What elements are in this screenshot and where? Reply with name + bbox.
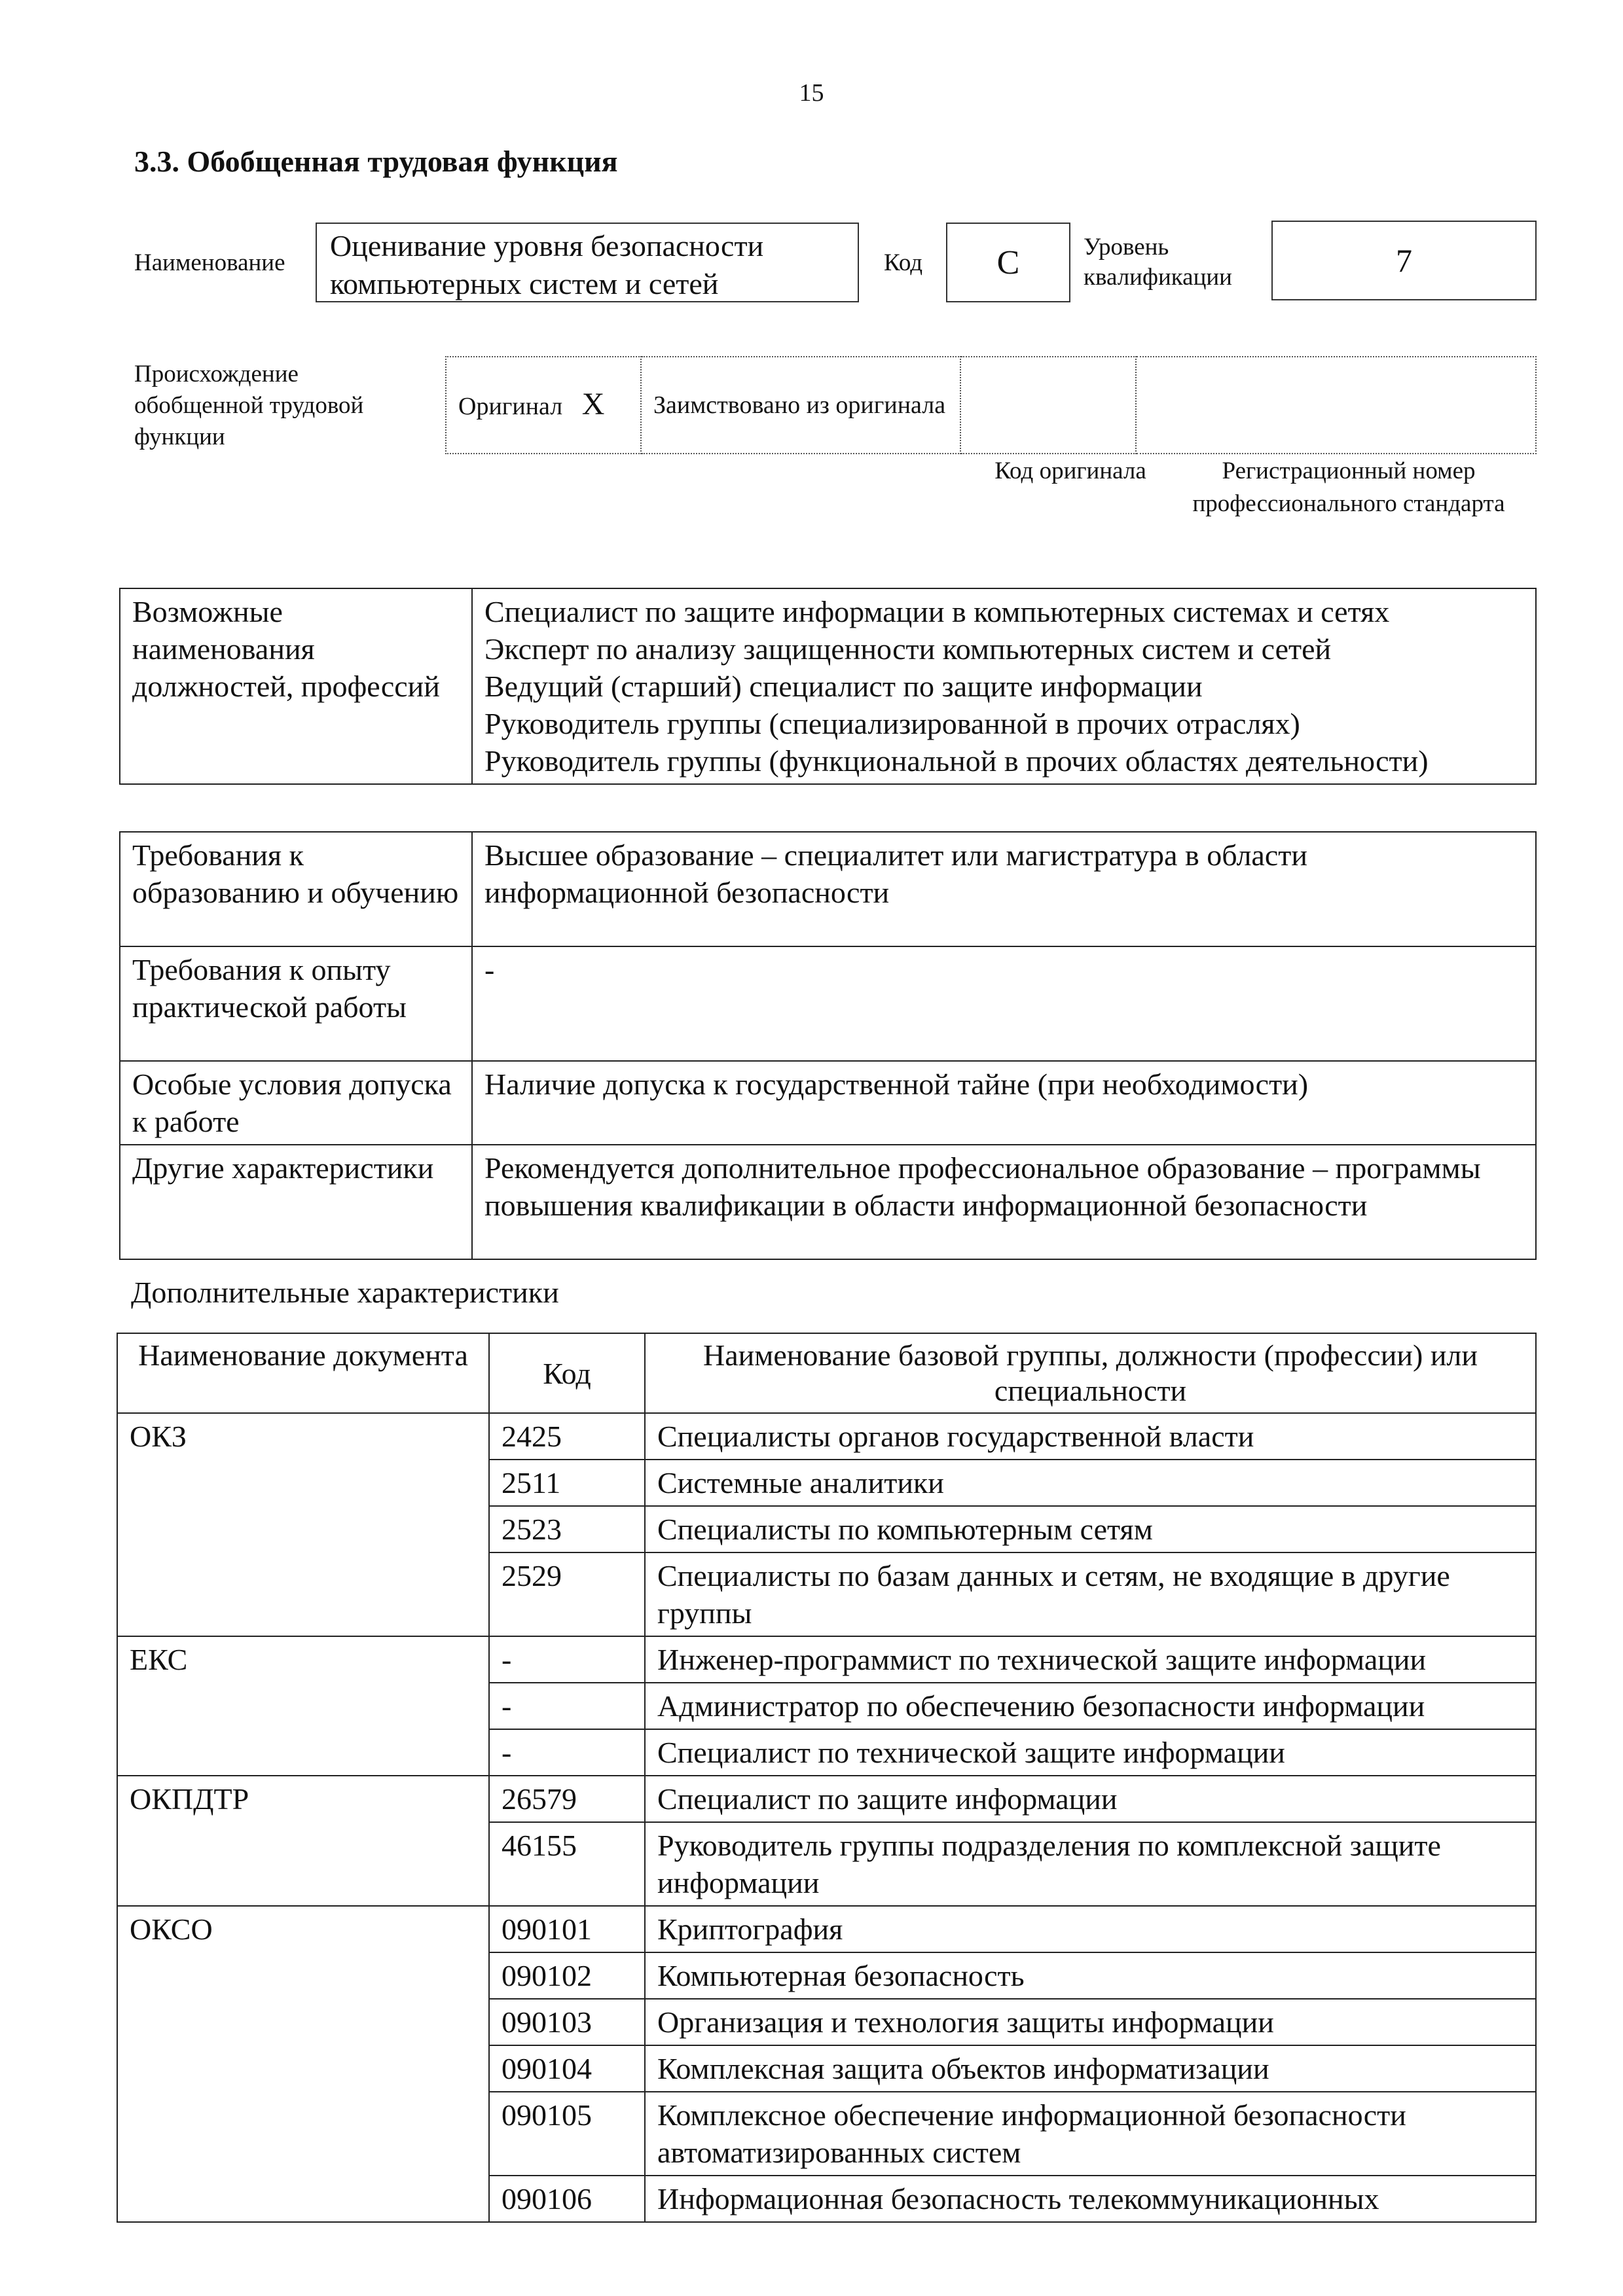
row-code: - [489, 1636, 645, 1683]
row-name: Системные аналитики [645, 1460, 1536, 1506]
row-code: 090105 [489, 2092, 645, 2176]
row-name: Администратор по обеспечению безопасности информации [645, 1683, 1536, 1729]
additional-title: Дополнительные характеристики [131, 1276, 559, 1309]
req-access-value: Наличие допуска к государственной тайне (при необходимости) [472, 1061, 1536, 1145]
row-code: 2511 [489, 1460, 645, 1506]
origin-original-label: Оригинал [458, 392, 563, 420]
row-name: Организация и технология защиты информации [645, 1999, 1536, 2045]
row-code: 090104 [489, 2045, 645, 2092]
position-item: Специалист по защите информации в компьютерных системах и сетях [484, 595, 1390, 628]
doc-okso: ОКСО [117, 1906, 489, 2222]
positions-label: Возможные наименования должностей, профессий [120, 588, 472, 784]
reg-number-caption: Регистрационный номер профессионального стандарта [1192, 457, 1505, 517]
req-education-value: Высшее образование – специалитет или магистратура в области информационной безопасности [472, 832, 1536, 946]
code-value-text: C [996, 243, 1020, 281]
row-name: Комплексное обеспечение информационной безопасности автоматизированных систем [645, 2092, 1536, 2176]
origin-table [445, 356, 1537, 454]
req-experience-value: - [472, 946, 1536, 1061]
page-number: 15 [799, 79, 824, 107]
position-item: Руководитель группы (специализированной в прочих отраслях) [484, 707, 1300, 740]
row-code: 2529 [489, 1552, 645, 1636]
code-value [946, 223, 1070, 302]
header-code: Код [489, 1333, 645, 1413]
additional-table [117, 1333, 1537, 2223]
level-value [1271, 221, 1537, 300]
origin-borrowed-cell [641, 357, 960, 454]
req-access-label: Особые условия допуска к работе [120, 1061, 472, 1145]
req-other-label: Другие характеристики [120, 1145, 472, 1259]
original-code-caption: Код оригинала [994, 457, 1146, 484]
row-name: Информационная безопасность телекоммуникационных [645, 2176, 1536, 2222]
origin-borrowed-label: Заимствовано из оригинала [653, 391, 946, 419]
name-value [316, 223, 859, 302]
origin-original-cell [446, 357, 641, 454]
row-code: - [489, 1683, 645, 1729]
positions-table [119, 588, 1537, 785]
level-value-text: 7 [1396, 242, 1412, 279]
section-title: 3.3. Обобщенная трудовая функция [134, 145, 618, 178]
origin-reg-cell [1136, 357, 1536, 454]
row-name: Инженер-программист по технической защите информации [645, 1636, 1536, 1683]
origin-original-mark: X [581, 386, 605, 422]
row-name: Специалист по технической защите информации [645, 1729, 1536, 1776]
positions-list [472, 588, 1536, 784]
position-item: Руководитель группы (функциональной в прочих областях деятельности) [484, 744, 1429, 778]
req-experience-label: Требования к опыту практической работы [120, 946, 472, 1061]
level-label: Уровень квалификации [1084, 234, 1232, 291]
row-code: 090102 [489, 1952, 645, 1999]
row-name: Комплексная защита объектов информатизации [645, 2045, 1536, 2092]
row-name: Руководитель группы подразделения по комплексной защите информации [645, 1822, 1536, 1906]
doc-okz: ОКЗ [117, 1413, 489, 1636]
header-doc: Наименование документа [117, 1333, 489, 1413]
row-code: 090101 [489, 1906, 645, 1952]
row-name: Специалист по защите информации [645, 1776, 1536, 1822]
row-code: 26579 [489, 1776, 645, 1822]
row-code: 2523 [489, 1506, 645, 1552]
row-name: Криптография [645, 1906, 1536, 1952]
code-label: Код [884, 249, 923, 276]
row-code: - [489, 1729, 645, 1776]
row-name: Специалисты органов государственной власти [645, 1413, 1536, 1460]
position-item: Ведущий (старший) специалист по защите информации [484, 670, 1203, 703]
row-code: 2425 [489, 1413, 645, 1460]
origin-code-cell [960, 357, 1136, 454]
row-name: Специалисты по базам данных и сетям, не входящие в другие группы [645, 1552, 1536, 1636]
row-code: 090106 [489, 2176, 645, 2222]
doc-okpdtr: ОКПДТР [117, 1776, 489, 1906]
req-other-value: Рекомендуется дополнительное профессиональное образование – программы повышения квалификации в области информационной безопасности [472, 1145, 1536, 1259]
row-code: 090103 [489, 1999, 645, 2045]
header-name: Наименование базовой группы, должности (профессии) или специальности [645, 1333, 1536, 1413]
origin-label: Происхождение обобщенной трудовой функции [134, 361, 364, 450]
row-code: 46155 [489, 1822, 645, 1906]
req-education-label: Требования к образованию и обучению [120, 832, 472, 946]
name-label: Наименование [134, 249, 285, 276]
position-item: Эксперт по анализу защищенности компьютерных систем и сетей [484, 632, 1332, 666]
name-value-text: Оценивание уровня безопасности компьютерных систем и сетей [330, 229, 764, 300]
row-name: Специалисты по компьютерным сетям [645, 1506, 1536, 1552]
row-name: Компьютерная безопасность [645, 1952, 1536, 1999]
doc-eks: ЕКС [117, 1636, 489, 1776]
requirements-table [119, 831, 1537, 1260]
